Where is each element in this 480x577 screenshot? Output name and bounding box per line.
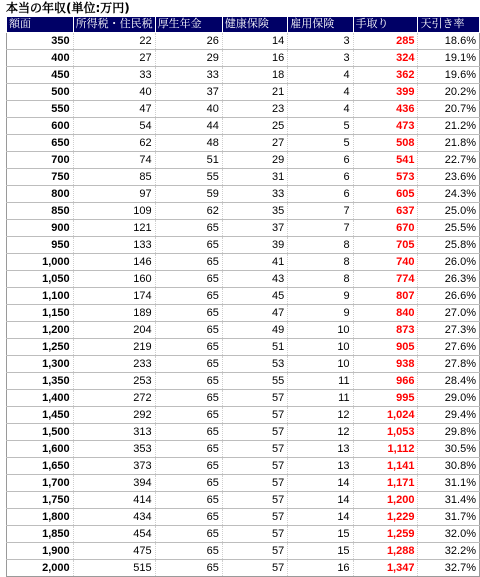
- gross-cell: 1,850: [7, 526, 74, 543]
- table-row: [7, 203, 480, 220]
- health-insurance-cell: 51: [222, 339, 287, 356]
- health-insurance-cell: 57: [222, 458, 287, 475]
- employment-insurance-cell: 11: [288, 390, 353, 407]
- employment-insurance-cell: 10: [288, 322, 353, 339]
- income-tax-cell: 174: [73, 288, 155, 305]
- take-home-cell: 1,053: [353, 424, 418, 441]
- deduction-rate-cell: 21.8%: [418, 135, 480, 152]
- health-insurance-cell: 25: [222, 118, 287, 135]
- pension-cell: 65: [155, 509, 222, 526]
- take-home-cell: 637: [353, 203, 418, 220]
- health-insurance-cell: 45: [222, 288, 287, 305]
- health-insurance-cell: 21: [222, 84, 287, 101]
- employment-insurance-cell: 3: [288, 33, 353, 50]
- table-row: [7, 135, 480, 152]
- deduction-rate-cell: 27.3%: [418, 322, 480, 339]
- table-row: [7, 475, 480, 492]
- employment-insurance-cell: 14: [288, 509, 353, 526]
- employment-insurance-cell: 14: [288, 492, 353, 509]
- income-tax-cell: 133: [73, 237, 155, 254]
- table-row: [7, 560, 480, 577]
- deduction-rate-cell: 28.4%: [418, 373, 480, 390]
- health-insurance-cell: 57: [222, 424, 287, 441]
- gross-cell: 350: [7, 33, 74, 50]
- table-row: [7, 50, 480, 67]
- deduction-rate-cell: 19.1%: [418, 50, 480, 67]
- take-home-cell: 1,171: [353, 475, 418, 492]
- take-home-cell: 905: [353, 339, 418, 356]
- employment-insurance-cell: 3: [288, 50, 353, 67]
- gross-cell: 400: [7, 50, 74, 67]
- income-tax-cell: 74: [73, 152, 155, 169]
- pension-cell: 65: [155, 220, 222, 237]
- health-insurance-cell: 43: [222, 271, 287, 288]
- table-row: [7, 169, 480, 186]
- deduction-rate-cell: 26.0%: [418, 254, 480, 271]
- table-row: [7, 237, 480, 254]
- table-row: [7, 322, 480, 339]
- health-insurance-cell: 23: [222, 101, 287, 118]
- deduction-rate-cell: 26.3%: [418, 271, 480, 288]
- employment-insurance-cell: 6: [288, 169, 353, 186]
- take-home-cell: 1,347: [353, 560, 418, 577]
- gross-cell: 1,050: [7, 271, 74, 288]
- income-tax-cell: 109: [73, 203, 155, 220]
- income-tax-cell: 272: [73, 390, 155, 407]
- health-insurance-cell: 27: [222, 135, 287, 152]
- take-home-cell: 774: [353, 271, 418, 288]
- table-row: [7, 84, 480, 101]
- health-insurance-cell: 47: [222, 305, 287, 322]
- pension-cell: 51: [155, 152, 222, 169]
- deduction-rate-cell: 24.3%: [418, 186, 480, 203]
- pension-cell: 65: [155, 271, 222, 288]
- gross-cell: 500: [7, 84, 74, 101]
- health-insurance-cell: 55: [222, 373, 287, 390]
- gross-cell: 800: [7, 186, 74, 203]
- deduction-rate-cell: 20.2%: [418, 84, 480, 101]
- deduction-rate-cell: 22.7%: [418, 152, 480, 169]
- gross-cell: 950: [7, 237, 74, 254]
- deduction-rate-cell: 31.1%: [418, 475, 480, 492]
- take-home-cell: 605: [353, 186, 418, 203]
- income-tax-cell: 146: [73, 254, 155, 271]
- employment-insurance-cell: 13: [288, 441, 353, 458]
- income-tax-cell: 204: [73, 322, 155, 339]
- income-tax-cell: 219: [73, 339, 155, 356]
- pension-cell: 65: [155, 339, 222, 356]
- table-row: [7, 271, 480, 288]
- income-tax-cell: 253: [73, 373, 155, 390]
- gross-cell: 650: [7, 135, 74, 152]
- employment-insurance-cell: 15: [288, 526, 353, 543]
- gross-cell: 850: [7, 203, 74, 220]
- pension-cell: 65: [155, 322, 222, 339]
- employment-insurance-cell: 14: [288, 475, 353, 492]
- gross-cell: 1,700: [7, 475, 74, 492]
- take-home-cell: 573: [353, 169, 418, 186]
- gross-cell: 1,800: [7, 509, 74, 526]
- pension-cell: 65: [155, 288, 222, 305]
- take-home-cell: 740: [353, 254, 418, 271]
- employment-insurance-cell: 12: [288, 407, 353, 424]
- pension-cell: 65: [155, 492, 222, 509]
- gross-cell: 750: [7, 169, 74, 186]
- page-title: 本当の年収(単位:万円): [6, 1, 130, 15]
- col-header-pension: 厚生年金: [155, 17, 222, 33]
- health-insurance-cell: 57: [222, 509, 287, 526]
- deduction-rate-cell: 25.8%: [418, 237, 480, 254]
- gross-cell: 1,100: [7, 288, 74, 305]
- pension-cell: 29: [155, 50, 222, 67]
- table-row: [7, 390, 480, 407]
- table-row: [7, 509, 480, 526]
- pension-cell: 65: [155, 237, 222, 254]
- take-home-cell: 362: [353, 67, 418, 84]
- take-home-cell: 541: [353, 152, 418, 169]
- table-row: [7, 33, 480, 50]
- health-insurance-cell: 49: [222, 322, 287, 339]
- deduction-rate-cell: 27.6%: [418, 339, 480, 356]
- col-header-deduction-rate: 天引き率: [418, 17, 480, 33]
- health-insurance-cell: 33: [222, 186, 287, 203]
- take-home-cell: 966: [353, 373, 418, 390]
- take-home-cell: 1,229: [353, 509, 418, 526]
- table-row: [7, 220, 480, 237]
- income-tax-cell: 515: [73, 560, 155, 577]
- health-insurance-cell: 57: [222, 492, 287, 509]
- pension-cell: 65: [155, 407, 222, 424]
- health-insurance-cell: 35: [222, 203, 287, 220]
- employment-insurance-cell: 5: [288, 118, 353, 135]
- pension-cell: 65: [155, 305, 222, 322]
- pension-cell: 48: [155, 135, 222, 152]
- deduction-rate-cell: 30.5%: [418, 441, 480, 458]
- col-header-gross: 額面: [7, 17, 74, 33]
- table-row: [7, 118, 480, 135]
- employment-insurance-cell: 5: [288, 135, 353, 152]
- take-home-cell: 840: [353, 305, 418, 322]
- take-home-cell: 1,288: [353, 543, 418, 560]
- income-tax-cell: 454: [73, 526, 155, 543]
- take-home-cell: 1,141: [353, 458, 418, 475]
- gross-cell: 1,000: [7, 254, 74, 271]
- deduction-rate-cell: 23.6%: [418, 169, 480, 186]
- table-row: [7, 526, 480, 543]
- employment-insurance-cell: 10: [288, 356, 353, 373]
- health-insurance-cell: 57: [222, 560, 287, 577]
- health-insurance-cell: 57: [222, 526, 287, 543]
- income-tax-cell: 22: [73, 33, 155, 50]
- deduction-rate-cell: 27.8%: [418, 356, 480, 373]
- deduction-rate-cell: 29.4%: [418, 407, 480, 424]
- take-home-cell: 399: [353, 84, 418, 101]
- pension-cell: 62: [155, 203, 222, 220]
- employment-insurance-cell: 11: [288, 373, 353, 390]
- col-header-take-home: 手取り: [353, 17, 418, 33]
- gross-cell: 1,500: [7, 424, 74, 441]
- gross-cell: 1,600: [7, 441, 74, 458]
- deduction-rate-cell: 27.0%: [418, 305, 480, 322]
- health-insurance-cell: 39: [222, 237, 287, 254]
- deduction-rate-cell: 31.4%: [418, 492, 480, 509]
- take-home-cell: 1,259: [353, 526, 418, 543]
- income-tax-cell: 97: [73, 186, 155, 203]
- health-insurance-cell: 53: [222, 356, 287, 373]
- take-home-cell: 705: [353, 237, 418, 254]
- deduction-rate-cell: 29.0%: [418, 390, 480, 407]
- gross-cell: 1,300: [7, 356, 74, 373]
- table-row: [7, 254, 480, 271]
- income-tax-cell: 233: [73, 356, 155, 373]
- deduction-rate-cell: 18.6%: [418, 33, 480, 50]
- pension-cell: 37: [155, 84, 222, 101]
- col-header-employment-insurance: 雇用保険: [288, 17, 353, 33]
- employment-insurance-cell: 6: [288, 186, 353, 203]
- pension-cell: 65: [155, 560, 222, 577]
- income-tax-cell: 353: [73, 441, 155, 458]
- employment-insurance-cell: 13: [288, 458, 353, 475]
- col-header-income-tax: 所得税・住民税: [73, 17, 155, 33]
- table-row: [7, 186, 480, 203]
- table-header: [7, 17, 480, 33]
- deduction-rate-cell: 19.6%: [418, 67, 480, 84]
- table-row: [7, 288, 480, 305]
- health-insurance-cell: 16: [222, 50, 287, 67]
- employment-insurance-cell: 9: [288, 288, 353, 305]
- deduction-rate-cell: 26.6%: [418, 288, 480, 305]
- gross-cell: 1,350: [7, 373, 74, 390]
- gross-cell: 1,900: [7, 543, 74, 560]
- take-home-cell: 807: [353, 288, 418, 305]
- deduction-rate-cell: 30.8%: [418, 458, 480, 475]
- income-tax-cell: 33: [73, 67, 155, 84]
- take-home-cell: 473: [353, 118, 418, 135]
- table-row: [7, 543, 480, 560]
- employment-insurance-cell: 4: [288, 101, 353, 118]
- take-home-cell: 873: [353, 322, 418, 339]
- gross-cell: 600: [7, 118, 74, 135]
- employment-insurance-cell: 8: [288, 237, 353, 254]
- income-tax-cell: 54: [73, 118, 155, 135]
- table-row: [7, 67, 480, 84]
- gross-cell: 1,750: [7, 492, 74, 509]
- health-insurance-cell: 14: [222, 33, 287, 50]
- table-row: [7, 101, 480, 118]
- table-row: [7, 424, 480, 441]
- take-home-cell: 1,200: [353, 492, 418, 509]
- employment-insurance-cell: 16: [288, 560, 353, 577]
- income-tax-cell: 85: [73, 169, 155, 186]
- header-row: [7, 17, 480, 33]
- income-tax-cell: 121: [73, 220, 155, 237]
- employment-insurance-cell: 8: [288, 271, 353, 288]
- pension-cell: 33: [155, 67, 222, 84]
- income-tax-cell: 394: [73, 475, 155, 492]
- employment-insurance-cell: 9: [288, 305, 353, 322]
- deduction-rate-cell: 29.8%: [418, 424, 480, 441]
- income-tax-cell: 414: [73, 492, 155, 509]
- gross-cell: 1,200: [7, 322, 74, 339]
- employment-insurance-cell: 6: [288, 152, 353, 169]
- employment-insurance-cell: 7: [288, 220, 353, 237]
- deduction-rate-cell: 32.2%: [418, 543, 480, 560]
- pension-cell: 40: [155, 101, 222, 118]
- health-insurance-cell: 57: [222, 390, 287, 407]
- gross-cell: 1,450: [7, 407, 74, 424]
- take-home-cell: 285: [353, 33, 418, 50]
- take-home-cell: 436: [353, 101, 418, 118]
- employment-insurance-cell: 7: [288, 203, 353, 220]
- income-tax-cell: 373: [73, 458, 155, 475]
- gross-cell: 1,150: [7, 305, 74, 322]
- income-tax-cell: 47: [73, 101, 155, 118]
- employment-insurance-cell: 10: [288, 339, 353, 356]
- table-body: [7, 33, 480, 577]
- deduction-rate-cell: 32.7%: [418, 560, 480, 577]
- pension-cell: 65: [155, 390, 222, 407]
- pension-cell: 65: [155, 543, 222, 560]
- health-insurance-cell: 57: [222, 543, 287, 560]
- deduction-rate-cell: 20.7%: [418, 101, 480, 118]
- table-row: [7, 356, 480, 373]
- pension-cell: 65: [155, 254, 222, 271]
- income-table: [6, 16, 480, 577]
- table-row: [7, 305, 480, 322]
- gross-cell: 2,000: [7, 560, 74, 577]
- pension-cell: 65: [155, 441, 222, 458]
- take-home-cell: 995: [353, 390, 418, 407]
- income-tax-cell: 292: [73, 407, 155, 424]
- income-tax-cell: 434: [73, 509, 155, 526]
- gross-cell: 450: [7, 67, 74, 84]
- table-row: [7, 458, 480, 475]
- employment-insurance-cell: 15: [288, 543, 353, 560]
- take-home-cell: 938: [353, 356, 418, 373]
- deduction-rate-cell: 25.5%: [418, 220, 480, 237]
- table-row: [7, 441, 480, 458]
- table-row: [7, 373, 480, 390]
- income-tax-cell: 27: [73, 50, 155, 67]
- pension-cell: 65: [155, 424, 222, 441]
- col-header-health-insurance: 健康保険: [222, 17, 287, 33]
- take-home-cell: 1,024: [353, 407, 418, 424]
- deduction-rate-cell: 31.7%: [418, 509, 480, 526]
- deduction-rate-cell: 25.0%: [418, 203, 480, 220]
- pension-cell: 65: [155, 373, 222, 390]
- gross-cell: 1,650: [7, 458, 74, 475]
- take-home-cell: 670: [353, 220, 418, 237]
- pension-cell: 65: [155, 356, 222, 373]
- pension-cell: 44: [155, 118, 222, 135]
- pension-cell: 65: [155, 458, 222, 475]
- income-tax-cell: 189: [73, 305, 155, 322]
- take-home-cell: 324: [353, 50, 418, 67]
- pension-cell: 26: [155, 33, 222, 50]
- health-insurance-cell: 57: [222, 475, 287, 492]
- income-tax-cell: 160: [73, 271, 155, 288]
- deduction-rate-cell: 32.0%: [418, 526, 480, 543]
- employment-insurance-cell: 8: [288, 254, 353, 271]
- health-insurance-cell: 57: [222, 407, 287, 424]
- table-row: [7, 339, 480, 356]
- employment-insurance-cell: 4: [288, 84, 353, 101]
- gross-cell: 1,400: [7, 390, 74, 407]
- pension-cell: 65: [155, 475, 222, 492]
- health-insurance-cell: 31: [222, 169, 287, 186]
- table-row: [7, 407, 480, 424]
- table-row: [7, 152, 480, 169]
- income-tax-cell: 475: [73, 543, 155, 560]
- health-insurance-cell: 41: [222, 254, 287, 271]
- income-tax-cell: 62: [73, 135, 155, 152]
- health-insurance-cell: 29: [222, 152, 287, 169]
- deduction-rate-cell: 21.2%: [418, 118, 480, 135]
- gross-cell: 700: [7, 152, 74, 169]
- gross-cell: 1,250: [7, 339, 74, 356]
- pension-cell: 59: [155, 186, 222, 203]
- table-row: [7, 492, 480, 509]
- health-insurance-cell: 57: [222, 441, 287, 458]
- employment-insurance-cell: 12: [288, 424, 353, 441]
- gross-cell: 900: [7, 220, 74, 237]
- health-insurance-cell: 18: [222, 67, 287, 84]
- income-tax-cell: 40: [73, 84, 155, 101]
- take-home-cell: 508: [353, 135, 418, 152]
- employment-insurance-cell: 4: [288, 67, 353, 84]
- health-insurance-cell: 37: [222, 220, 287, 237]
- income-tax-cell: 313: [73, 424, 155, 441]
- pension-cell: 55: [155, 169, 222, 186]
- gross-cell: 550: [7, 101, 74, 118]
- take-home-cell: 1,112: [353, 441, 418, 458]
- pension-cell: 65: [155, 526, 222, 543]
